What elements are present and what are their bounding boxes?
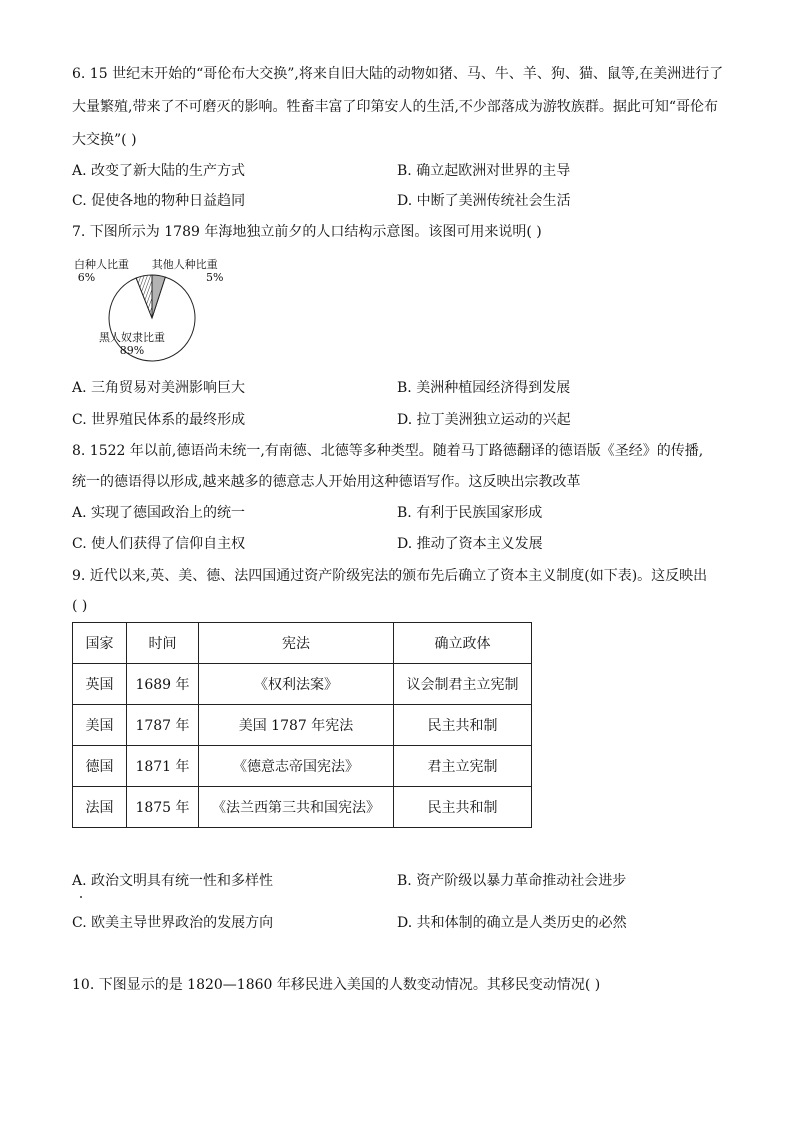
q7-stem-line1: 7. 下图所示为 1789 年海地独立前夕的人口结构示意图。该图可用来说明( ): [72, 224, 542, 240]
q9-option-d: D. 共和体制的确立是人类历史的必然: [397, 915, 627, 931]
pie-label-white-name: 白种人比重: [74, 258, 129, 271]
q8-option-b: B. 有利于民族国家形成: [397, 505, 543, 521]
table-row: [73, 664, 532, 705]
table-cell: 英国: [73, 664, 127, 705]
table-cell: 民主共和制: [394, 705, 532, 746]
q6-option-a: A. 改变了新大陆的生产方式: [72, 163, 246, 179]
q10-stem-line1: 10. 下图显示的是 1820—1860 年移民进入美国的人数变动情况。其移民变动情况( ): [72, 977, 601, 993]
table-cell: 美国: [73, 705, 127, 746]
table-cell: 《权利法案》: [199, 664, 394, 705]
q7-option-c: C. 世界殖民体系的最终形成: [72, 412, 246, 428]
stray-dot: [80, 896, 82, 898]
q7-option-a: A. 三角贸易对美洲影响巨大: [72, 380, 246, 396]
q9-stem-line1: 9. 近代以来,英、美、德、法四国通过资产阶级宪法的颁布先后确立了资本主义制度(如下表)。这反映出: [72, 568, 708, 584]
q8-option-a: A. 实现了德国政治上的统一: [72, 505, 246, 521]
table-cell: 法国: [73, 787, 127, 828]
table-cell: 《法兰西第三共和国宪法》: [199, 787, 394, 828]
pie-label-other: [146, 258, 223, 284]
table-cell: 议会制君主立宪制: [394, 664, 532, 705]
table-row: [73, 787, 532, 828]
pie-label-black-value: 89%: [119, 344, 145, 357]
q9-constitution-table: [72, 622, 532, 828]
table-header-cell: 国家: [73, 623, 127, 664]
table-cell: 1875 年: [127, 787, 199, 828]
pie-label-black-name: 黑人奴隶比重: [99, 331, 165, 344]
q6-option-c: C. 促使各地的物种日益趋同: [72, 193, 246, 209]
pie-label-white-value: 6%: [77, 271, 96, 284]
table-header-cell: 确立政体: [394, 623, 532, 664]
q6-option-d: D. 中断了美洲传统社会生活: [397, 193, 571, 209]
table-row: [73, 705, 532, 746]
table-header-row: [73, 623, 532, 664]
q6-stem-line3: 大交换”( ): [72, 132, 137, 148]
table-cell: 1871 年: [127, 746, 199, 787]
q6-option-b: B. 确立起欧洲对世界的主导: [397, 163, 571, 179]
q9-option-a: A. 政治文明具有统一性和多样性: [72, 873, 274, 889]
q8-option-d: D. 推动了资本主义发展: [397, 536, 543, 552]
table-cell: 民主共和制: [394, 787, 532, 828]
pie-label-other-name: 其他人种比重: [151, 258, 218, 271]
table-header-cell: 时间: [127, 623, 199, 664]
pie-label-white: [74, 258, 129, 284]
pie-label-other-value: 5%: [206, 271, 224, 284]
q6-stem-line2: 大量繁殖,带来了不可磨灭的影响。牲畜丰富了印第安人的生活,不少部落成为游牧族群。据此可知“哥伦布: [72, 99, 719, 115]
table-cell: 美国 1787 年宪法: [199, 705, 394, 746]
table-cell: 1689 年: [127, 664, 199, 705]
q9-option-b: B. 资产阶级以暴力革命推动社会进步: [397, 873, 627, 889]
table-cell: 德国: [73, 746, 127, 787]
table-header-cell: 宪法: [199, 623, 394, 664]
q6-stem-line1: 6. 15 世纪末开始的“哥伦布大交换”,将来自旧大陆的动物如猪、马、牛、羊、狗、猫、鼠等,在美洲进行了: [72, 66, 724, 82]
table-cell: 君主立宪制: [394, 746, 532, 787]
q7-option-b: B. 美洲种植园经济得到发展: [397, 380, 571, 396]
q7-option-d: D. 拉丁美洲独立运动的兴起: [397, 412, 571, 428]
q8-option-c: C. 使人们获得了信仰自主权: [72, 536, 246, 552]
table-cell: 《德意志帝国宪法》: [199, 746, 394, 787]
table-cell: 1787 年: [127, 705, 199, 746]
table-row: [73, 746, 532, 787]
q9-option-c: C. 欧美主导世界政治的发展方向: [72, 915, 274, 931]
q7-pie-chart: [72, 254, 232, 364]
q9-stem-line2: ( ): [72, 598, 88, 614]
q8-stem-line2: 统一的德语得以形成,越来越多的德意志人开始用这种德语写作。这反映出宗教改革: [72, 474, 581, 490]
pie-label-black: [92, 331, 172, 357]
q8-stem-line1: 8. 1522 年以前,德语尚未统一,有南德、北德等多种类型。随着马丁路德翻译的德语版《圣经》的传播,: [72, 443, 704, 459]
